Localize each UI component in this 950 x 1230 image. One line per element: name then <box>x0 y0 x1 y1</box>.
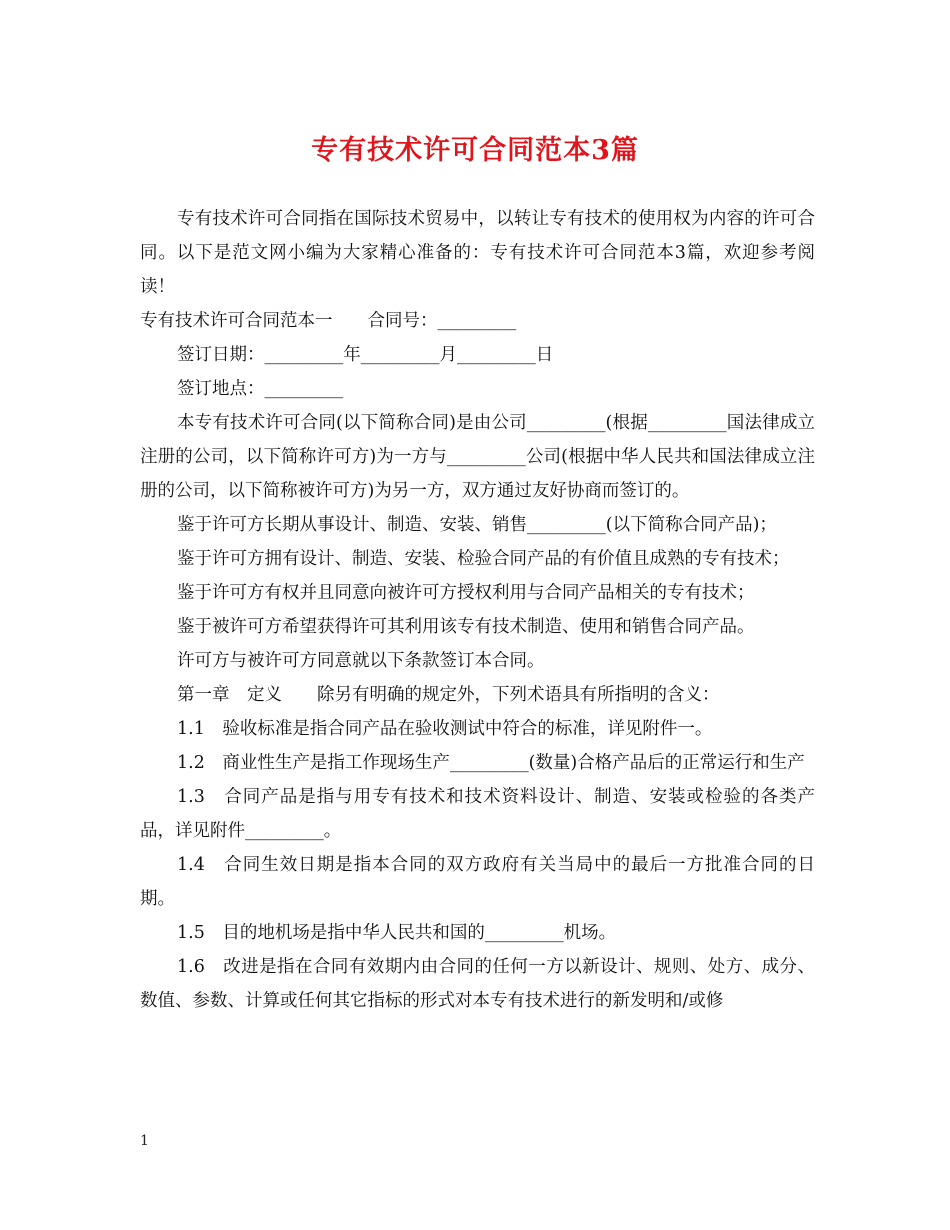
contract-heading-line: 专有技术许可合同范本一 合同号：_________ <box>140 311 517 331</box>
chapter-heading: 第一章 定义 除另有明确的规定外，下列术语具有所指明的含义： <box>177 685 720 705</box>
intro-paragraph: 专有技术许可合同指在国际技术贸易中，以转让专有技术的使用权为内容的许可合同。以下是范文网小编为大家精心准备的：专有技术许可合同范本3篇，欢迎参考阅读！ <box>140 209 815 297</box>
clause-1-2: 1.2 商业性生产是指工作现场生产_________(数量)合格产品后的正常运行和生产 <box>177 753 805 773</box>
whereas-clause: 鉴于被许可方希望获得许可其利用该专有技术制造、使用和销售合同产品。 <box>177 617 755 637</box>
signing-place-line: 签订地点：_________ <box>177 379 344 399</box>
whereas-clause: 鉴于许可方长期从事设计、制造、安装、销售_________(以下简称合同产品)； <box>177 515 777 535</box>
whereas-clause: 鉴于许可方有权并且同意向被许可方授权利用与合同产品相关的专有技术； <box>177 583 755 603</box>
agreement-statement: 许可方与被许可方同意就以下条款签订本合同。 <box>177 651 545 671</box>
whereas-clause: 鉴于许可方拥有设计、制造、安装、检验合同产品的有价值且成熟的专有技术； <box>177 549 790 569</box>
clause-1-1: 1.1 验收标准是指合同产品在验收测试中符合的标准，详见附件一。 <box>177 719 713 739</box>
parties-paragraph: 本专有技术许可合同(以下简称合同)是由公司_________(根据_________国法律成立注册的公司，以下简称许可方)为一方与_________公司(根据中华人民共和国法律成立注册的公司，以下简称被许可方)为另一方，双方通过友好协商而签订的。 <box>140 413 815 501</box>
clause-1-4: 1.4 合同生效日期是指本合同的双方政府有关当局中的最后一方批准合同的日期。 <box>140 855 815 909</box>
signing-date-line: 签订日期：_________年_________月_________日 <box>177 345 554 365</box>
clause-1-5: 1.5 目的地机场是指中华人民共和国的_________机场。 <box>177 923 617 943</box>
document-title: 专有技术许可合同范本3篇 <box>311 135 639 166</box>
page-number: 1 <box>140 1133 149 1149</box>
clause-1-3: 1.3 合同产品是指与用专有技术和技术资料设计、制造、安装或检验的各类产品，详见附件_________。 <box>140 787 815 841</box>
clause-1-6: 1.6 改进是指在合同有效期内由合同的任何一方以新设计、规则、处方、成分、数值、参数、计算或任何其它指标的形式对本专有技术进行的新发明和/或修 <box>140 957 815 1011</box>
document-body <box>140 202 815 1018</box>
